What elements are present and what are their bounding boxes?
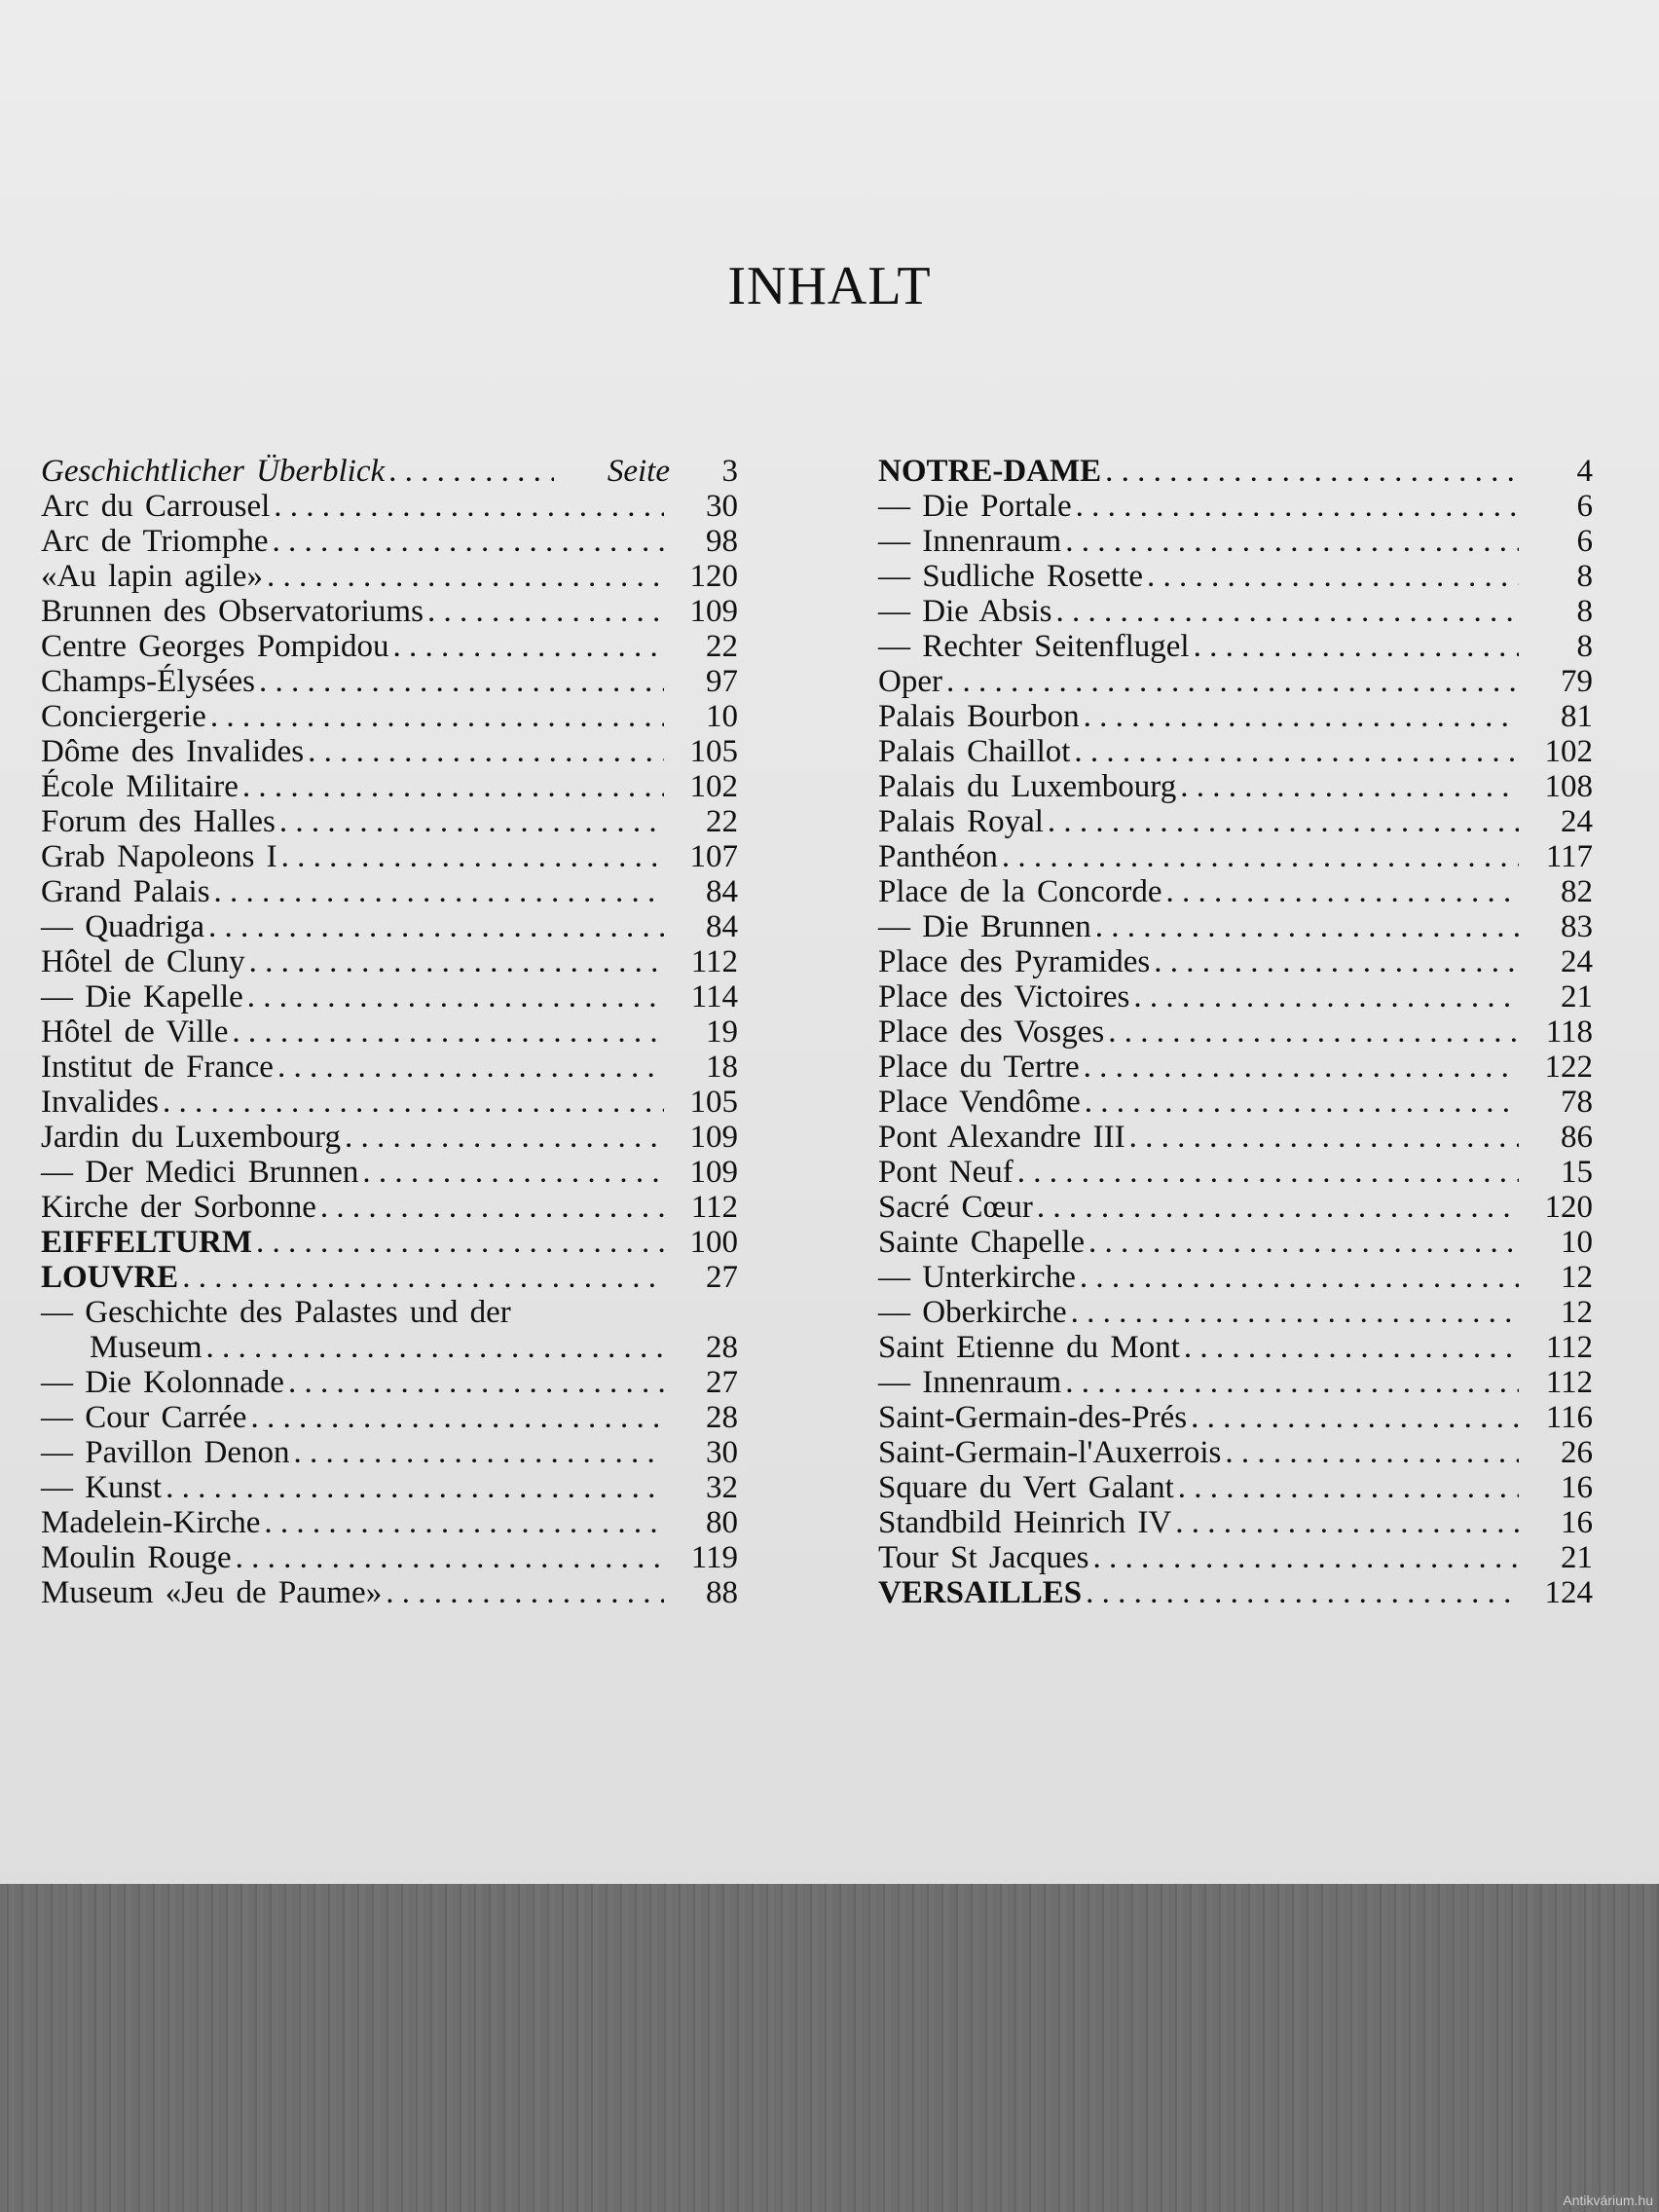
toc-entry-name: École Militaire: [41, 769, 239, 804]
dot-leader: [1084, 1050, 1519, 1085]
dot-leader: [1147, 559, 1519, 594]
toc-entry-page: 112: [690, 1190, 738, 1225]
toc-entry: [878, 1014, 1593, 1050]
toc-entry-name: Palais du Luxembourg: [878, 769, 1177, 804]
dot-leader: [273, 524, 665, 559]
toc-entry: [878, 1575, 1593, 1610]
dot-leader: [1076, 489, 1519, 524]
toc-header-row: [41, 454, 738, 489]
toc-entry-name: Jardin du Luxembourg: [41, 1120, 342, 1155]
toc-entry-page: 102: [1544, 734, 1593, 769]
toc-entry-name: — Innenraum: [878, 1365, 1062, 1400]
toc-entry-name: — Innenraum: [878, 524, 1062, 559]
dot-leader: [236, 1540, 664, 1575]
dot-leader: [163, 1085, 664, 1120]
toc-entry-page: 18: [706, 1050, 738, 1085]
dot-leader: [1184, 1330, 1519, 1365]
toc-entry-name: Palais Bourbon: [878, 699, 1080, 734]
toc-entry-name: — Die Kolonnade: [41, 1365, 284, 1400]
toc-entry: [878, 1260, 1593, 1295]
dot-leader: [277, 1050, 664, 1085]
toc-entry-page: 86: [1561, 1120, 1593, 1155]
dot-leader: [1191, 1400, 1519, 1435]
toc-entry-page: 84: [706, 909, 738, 944]
toc-entry: [41, 1505, 738, 1540]
toc-entry: [878, 489, 1593, 524]
toc-entry-name: — Die Portale: [878, 489, 1072, 524]
seite-label: Seite: [607, 454, 670, 489]
dot-leader: [1086, 1575, 1519, 1610]
dot-leader: [1175, 1505, 1519, 1540]
toc-entry-name: Institut de France: [41, 1050, 274, 1085]
toc-entry-page: 15: [1561, 1155, 1593, 1190]
toc-entry-name: Saint-Germain-des-Prés: [878, 1400, 1188, 1435]
dot-leader: [259, 664, 664, 699]
toc-entry: [878, 1400, 1593, 1435]
toc-entry-name: Place des Vosges: [878, 1014, 1105, 1050]
toc-entry-name: Saint-Germain-l'Auxerrois: [878, 1435, 1222, 1470]
dot-leader: [1074, 734, 1519, 769]
toc-entry: [878, 1050, 1593, 1085]
dot-leader: [1065, 524, 1519, 559]
toc-entry-page: 19: [706, 1014, 738, 1050]
toc-entry-name: Pont Neuf: [878, 1155, 1014, 1190]
toc-entry-name: Invalides: [41, 1085, 159, 1120]
toc-entry-name: Conciergerie: [41, 699, 206, 734]
toc-entry-page: 10: [1561, 1225, 1593, 1260]
dot-leader: [249, 944, 664, 979]
toc-entry-page: 30: [706, 489, 738, 524]
toc-entry-page: 26: [1561, 1435, 1593, 1470]
dot-leader: [242, 769, 664, 804]
toc-entry: [878, 909, 1593, 944]
toc-entry-name: Moulin Rouge: [41, 1540, 232, 1575]
toc-entry-page: 12: [1561, 1260, 1593, 1295]
dot-leader: [1065, 1365, 1519, 1400]
dot-leader: [1084, 699, 1519, 734]
toc-entry: [878, 454, 1593, 489]
dot-leader: [1108, 1014, 1519, 1050]
toc-entry: [878, 804, 1593, 839]
toc-entry: [41, 1400, 738, 1435]
toc-entry-name: Place des Pyramides: [878, 944, 1151, 979]
dot-leader: [1133, 979, 1519, 1014]
dot-leader: [1093, 1540, 1520, 1575]
dot-leader: [1129, 1120, 1519, 1155]
toc-entry: [41, 1330, 738, 1365]
toc-entry-page: 117: [1545, 839, 1593, 874]
toc-entry: [41, 1190, 738, 1225]
toc-entry: [41, 734, 738, 769]
dot-leader: [1095, 909, 1519, 944]
toc-entry-page: 81: [1561, 699, 1593, 734]
dot-leader: [182, 1260, 664, 1295]
toc-entry-name: LOUVRE: [41, 1260, 179, 1295]
toc-entry-name: Place du Tertre: [878, 1050, 1080, 1085]
toc-entry-name: Place Vendôme: [878, 1085, 1081, 1120]
toc-entry-page: 12: [1561, 1295, 1593, 1330]
toc-entry-name: Dôme des Invalides: [41, 734, 305, 769]
dot-leader: [256, 1225, 664, 1260]
toc-entry-name: Hôtel de Cluny: [41, 944, 245, 979]
dot-leader: [267, 559, 664, 594]
toc-entry-page: 105: [689, 1085, 738, 1120]
toc-entry: [878, 874, 1593, 909]
toc-entry-page: 124: [1544, 1575, 1593, 1610]
toc-entry: [41, 944, 738, 979]
dot-leader: [250, 1400, 664, 1435]
dot-leader: [345, 1120, 664, 1155]
toc-entry-name: Kirche der Sorbonne: [41, 1190, 316, 1225]
toc-entry: [878, 769, 1593, 804]
toc-entry-page: 6: [1576, 524, 1593, 559]
toc-entry-name: Standbild Heinrich IV: [878, 1505, 1172, 1540]
toc-entry: [41, 1155, 738, 1190]
dot-leader: [247, 979, 664, 1014]
dot-leader: [1017, 1155, 1519, 1190]
toc-entry-page: 22: [706, 629, 738, 664]
toc-entry-name: Museum: [90, 1330, 203, 1365]
toc-entry-page: 116: [1545, 1400, 1593, 1435]
dot-leader: [1048, 804, 1519, 839]
toc-entry-name: Arc du Carrousel: [41, 489, 271, 524]
dot-leader: [386, 1575, 664, 1610]
toc-entry-name: Panthéon: [878, 839, 998, 874]
toc-entry-page: 28: [706, 1330, 738, 1365]
toc-entry-name: — Der Medici Brunnen: [41, 1155, 359, 1190]
toc-entry: [878, 524, 1593, 559]
dot-leader: [1002, 839, 1519, 874]
toc-entry: [878, 1155, 1593, 1190]
page-title: INHALT: [727, 256, 932, 316]
toc-entry-page: 112: [1545, 1365, 1593, 1400]
toc-entry: [41, 524, 738, 559]
toc-entry-name: Grab Napoleons I: [41, 839, 277, 874]
toc-entry-name: Palais Royal: [878, 804, 1044, 839]
toc-entry-name: Pont Alexandre III: [878, 1120, 1125, 1155]
toc-entry-name: — Cour Carrée: [41, 1400, 247, 1435]
toc-entry-page: 109: [689, 1120, 738, 1155]
toc-entry-name: Oper: [878, 664, 942, 699]
toc-entry-name: Hôtel de Ville: [41, 1014, 229, 1050]
toc-entry-page: 24: [1561, 944, 1593, 979]
toc-entry-name: Madelein-Kirche: [41, 1505, 261, 1540]
toc-entry-page: 109: [689, 1155, 738, 1190]
toc-entry-page: 98: [706, 524, 738, 559]
toc-entry-page: 10: [706, 699, 738, 734]
toc-entry-page: 3: [721, 454, 738, 489]
toc-entry-page: 4: [1576, 454, 1593, 489]
toc-entry: [878, 699, 1593, 734]
dot-leader: [946, 664, 1519, 699]
toc-entry-page: 118: [1545, 1014, 1593, 1050]
toc-entry: [878, 734, 1593, 769]
toc-entry: [878, 1295, 1593, 1330]
toc-entry-page: 120: [1544, 1190, 1593, 1225]
toc-entry: [878, 1330, 1593, 1365]
toc-entry: [41, 804, 738, 839]
toc-entry: [41, 1295, 738, 1330]
toc-entry: [878, 1190, 1593, 1225]
toc-entry-name: Forum des Halles: [41, 804, 276, 839]
toc-column-left: [41, 454, 738, 1610]
toc-entry-page: 108: [1544, 769, 1593, 804]
toc-entry-page: 109: [689, 594, 738, 629]
toc-entry: [41, 489, 738, 524]
dot-leader: [1080, 1260, 1519, 1295]
toc-entry-page: 22: [706, 804, 738, 839]
background-surface: [0, 1884, 1659, 2212]
toc-entry: [41, 594, 738, 629]
toc-entry-page: 21: [1561, 1540, 1593, 1575]
toc-entry-page: 80: [706, 1505, 738, 1540]
toc-entry: [41, 909, 738, 944]
dot-leader: [210, 699, 664, 734]
dot-leader: [1165, 874, 1519, 909]
toc-entry-page: 88: [706, 1575, 738, 1610]
toc-entry-name: Sacré Cœur: [878, 1190, 1033, 1225]
dot-leader: [1056, 594, 1519, 629]
toc-entry-name: Tour St Jacques: [878, 1540, 1089, 1575]
dot-leader: [1105, 454, 1519, 489]
toc-entry-page: 82: [1561, 874, 1593, 909]
toc-entry-name: NOTRE-DAME: [878, 454, 1102, 489]
toc-entry-name: Saint Etienne du Mont: [878, 1330, 1180, 1365]
toc-entry-name: Square du Vert Galant: [878, 1470, 1174, 1505]
toc-entry-name: — Die Absis: [878, 594, 1052, 629]
toc-entry: [41, 1365, 738, 1400]
toc-entry-page: 6: [1576, 489, 1593, 524]
dot-leader: [1178, 1470, 1519, 1505]
dot-leader: [1180, 769, 1519, 804]
toc-entry-name: — Rechter Seitenflugel: [878, 629, 1190, 664]
toc-entry: [878, 1540, 1593, 1575]
toc-entry-page: 16: [1561, 1470, 1593, 1505]
toc-entry: [878, 594, 1593, 629]
toc-entry-page: 100: [689, 1225, 738, 1260]
toc-entry-page: 122: [1544, 1050, 1593, 1085]
toc-entry-page: 79: [1561, 664, 1593, 699]
toc-entry: [41, 559, 738, 594]
toc-entry-page: 8: [1576, 629, 1593, 664]
toc-entry-page: 27: [706, 1260, 738, 1295]
dot-leader: [320, 1190, 664, 1225]
toc-entry: [878, 944, 1593, 979]
toc-entry: [41, 1575, 738, 1610]
dot-leader: [206, 1330, 665, 1365]
toc-entry: [41, 1014, 738, 1050]
toc-entry-page: 112: [1545, 1330, 1593, 1365]
toc-entry: [41, 1470, 738, 1505]
toc-entry-name: Museum «Jeu de Paume»: [41, 1575, 383, 1610]
toc-column-right: [878, 454, 1593, 1610]
toc-entry-page: 78: [1561, 1085, 1593, 1120]
toc-entry: [878, 559, 1593, 594]
toc-entry-name: — Kunst: [41, 1470, 163, 1505]
toc-entry-page: 16: [1561, 1505, 1593, 1540]
toc-entry-name: — Sudliche Rosette: [878, 559, 1143, 594]
toc-entry-name: — Oberkirche: [878, 1295, 1067, 1330]
dot-leader: [1085, 1085, 1519, 1120]
dot-leader: [293, 1435, 664, 1470]
toc-entry-name: Place des Victoires: [878, 979, 1130, 1014]
toc-entry: [878, 664, 1593, 699]
toc-entry-name: Centre Georges Pompidou: [41, 629, 389, 664]
toc-entry-name: Geschichtlicher Überblick: [41, 454, 386, 489]
toc-entry-name: «Au lapin agile»: [41, 559, 263, 594]
toc-entry-page: 28: [706, 1400, 738, 1435]
toc-entry-name: — Unterkirche: [878, 1260, 1076, 1295]
toc-entry-name: Arc de Triomphe: [41, 524, 269, 559]
toc-entry-page: 119: [690, 1540, 738, 1575]
toc-entry: [41, 699, 738, 734]
toc-entry-page: 8: [1576, 594, 1593, 629]
dot-leader: [281, 839, 664, 874]
toc-entry: [878, 1470, 1593, 1505]
toc-entry: [878, 1435, 1593, 1470]
toc-entry-page: 114: [690, 979, 738, 1014]
toc-entry: [878, 1365, 1593, 1400]
dot-leader: [308, 734, 664, 769]
toc-entry: [41, 839, 738, 874]
toc-entry: [41, 664, 738, 699]
toc-entry-name: — Pavillon Denon: [41, 1435, 290, 1470]
toc-entry: [878, 839, 1593, 874]
dot-leader: [166, 1470, 664, 1505]
toc-entry-name: Grand Palais: [41, 874, 210, 909]
toc-entry: [878, 1505, 1593, 1540]
toc-entry: [41, 1120, 738, 1155]
toc-entry-page: 83: [1561, 909, 1593, 944]
toc-entry-name: — Geschichte des Palastes und der: [41, 1295, 511, 1330]
toc-entry-name: EIFFELTURM: [41, 1225, 252, 1260]
toc-entry-page: 27: [706, 1365, 738, 1400]
toc-entry-name: — Quadriga: [41, 909, 205, 944]
toc-entry: [41, 1225, 738, 1260]
dot-leader: [279, 804, 664, 839]
toc-entry-page: 24: [1561, 804, 1593, 839]
dot-leader: [388, 454, 554, 489]
toc-entry: [41, 1050, 738, 1085]
dot-leader: [264, 1505, 664, 1540]
toc-entry-name: Palais Chaillot: [878, 734, 1071, 769]
toc-entry-page: 105: [689, 734, 738, 769]
toc-entry: [878, 1225, 1593, 1260]
toc-entry: [41, 769, 738, 804]
dot-leader: [288, 1365, 664, 1400]
toc-entry-page: 32: [706, 1470, 738, 1505]
dot-leader: [1037, 1190, 1519, 1225]
dot-leader: [232, 1014, 664, 1050]
toc-entry-page: 120: [689, 559, 738, 594]
dot-leader: [208, 909, 664, 944]
toc-entry: [41, 629, 738, 664]
toc-entry-page: 97: [706, 664, 738, 699]
toc-entry-name: Place de la Concorde: [878, 874, 1162, 909]
toc-entry-page: 21: [1561, 979, 1593, 1014]
toc-entry-page: 84: [706, 874, 738, 909]
dot-leader: [427, 594, 664, 629]
toc-entry: [41, 1260, 738, 1295]
toc-entry-name: Brunnen des Observatoriums: [41, 594, 424, 629]
toc-entry: [878, 1120, 1593, 1155]
toc-entry-name: Champs-Élysées: [41, 664, 255, 699]
toc-entry: [878, 979, 1593, 1014]
toc-entry-page: 8: [1576, 559, 1593, 594]
dot-leader: [1071, 1295, 1519, 1330]
dot-leader: [1225, 1435, 1519, 1470]
dot-leader: [214, 874, 664, 909]
dot-leader: [1154, 944, 1519, 979]
toc-entry-page: 112: [690, 944, 738, 979]
dot-leader: [393, 629, 664, 664]
toc-entry: [41, 1540, 738, 1575]
toc-entry: [41, 1085, 738, 1120]
toc-entry: [878, 1085, 1593, 1120]
toc-entry-name: Sainte Chapelle: [878, 1225, 1086, 1260]
dot-leader: [362, 1155, 664, 1190]
dot-leader: [1194, 629, 1519, 664]
toc-entry-name: — Die Brunnen: [878, 909, 1091, 944]
toc-entry-page: 102: [689, 769, 738, 804]
toc-entry-name: VERSAILLES: [878, 1575, 1083, 1610]
toc-entry-page: 30: [706, 1435, 738, 1470]
toc-entry: [41, 979, 738, 1014]
toc-entry: [41, 1435, 738, 1470]
toc-entry: [41, 874, 738, 909]
toc-entry: [878, 629, 1593, 664]
dot-leader: [1088, 1225, 1519, 1260]
toc-entry-name: — Die Kapelle: [41, 979, 243, 1014]
dot-leader: [274, 489, 664, 524]
toc-entry-page: 107: [689, 839, 738, 874]
watermark: Antikvárium.hu: [1563, 2193, 1653, 2208]
